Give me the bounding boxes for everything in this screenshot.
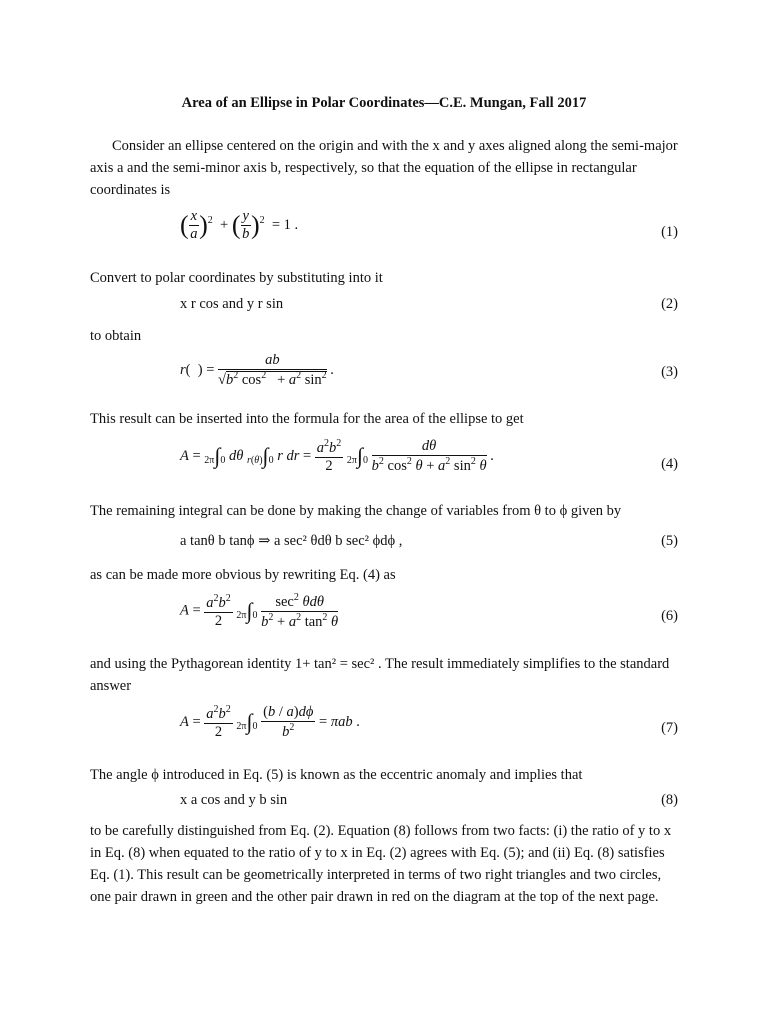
- equation-number-6: (6): [661, 608, 678, 624]
- paragraph-area-formula: This result can be inserted into the formula for the area of the ellipse to get: [90, 411, 524, 427]
- equation-7: A = $\frac{a^2b^2}{2}$ 2π∫0 $\frac{(b / a)d\phi}{b^2}$ = πab .: [180, 704, 360, 740]
- equation-number-5: (5): [661, 533, 678, 549]
- equation-4: A = 2π∫0 dθ r(θ)∫0 r dr = $\frac{a^2b^2}{2}$ 2π∫0 $\frac{d\theta}{b^2 \cos^2 \theta + a^2 \sin^2 \theta}$ .: [180, 438, 494, 474]
- equation-number-2: (2): [661, 296, 678, 312]
- equation-number-3: (3): [661, 364, 678, 380]
- paragraph-to-obtain: to obtain: [90, 328, 142, 344]
- equation-5: a tanθ b tanϕ ⇒ a sec² θdθ b sec² ϕdϕ ,: [180, 533, 403, 549]
- paragraph-convert: Convert to polar coordinates by substituting into it: [90, 270, 383, 286]
- equation-number-4: (4): [661, 456, 678, 472]
- paragraph-pythagorean: and using the Pythagorean identity 1+ tan² = sec² . The result immediately simplifies to the standard answer: [90, 656, 670, 694]
- equation-3: r( ) = $\frac{ab}{√b^2 \cos^2 + a^2 \sin^2}$ .: [180, 352, 334, 388]
- paragraph-change-variables: The remaining integral can be done by making the change of variables from θ to ϕ given by: [90, 503, 622, 519]
- equation-1: ( $\frac{x}{a}$ )$^2$ + ( $\frac{y}{b}$ )$^2$ = 1 .: [180, 208, 299, 242]
- document-title: Area of an Ellipse in Polar Coordinates—C.E. Mungan, Fall 2017: [181, 95, 587, 111]
- equation-number-7: (7): [661, 720, 678, 736]
- paragraph-rewriting: as can be made more obvious by rewriting Eq. (4) as: [90, 567, 396, 583]
- paragraph-eccentric-anomaly: The angle ϕ introduced in Eq. (5) is known as the eccentric anomaly and implies that: [90, 767, 583, 783]
- equation-2: x r cos and y r sin: [180, 296, 284, 312]
- paragraph-intro: Consider an ellipse centered on the origin and with the x and y axes aligned along the semi-major axis a and the semi-minor axis b, respectively, so that the equation of the ellipse in rectangular coordinates is: [90, 138, 678, 198]
- equation-number-1: (1): [661, 224, 678, 240]
- equation-8: x a cos and y b sin: [180, 792, 288, 808]
- equation-number-8: (8): [661, 792, 678, 808]
- equation-6: A = $\frac{a^2b^2}{2}$ 2π∫0 $\frac{\sec^2 \theta d\theta}{b^2 + a^2 \tan^2 \theta}$: [180, 592, 339, 630]
- paragraph-conclusion: to be carefully distinguished from Eq. (2). Equation (8) follows from two facts: (i) the ratio of y to x in Eq. (8) when equated to the ratio of y to x in Eq. (2) agrees with Eq. (5); and (ii) Eq. (8) satisfies Eq. (1). This result can be geometrically interpreted in terms of two right triangles and two circles, one pair drawn in green and the other pair drawn in red on the diagram at the top of the next page.: [90, 823, 672, 905]
